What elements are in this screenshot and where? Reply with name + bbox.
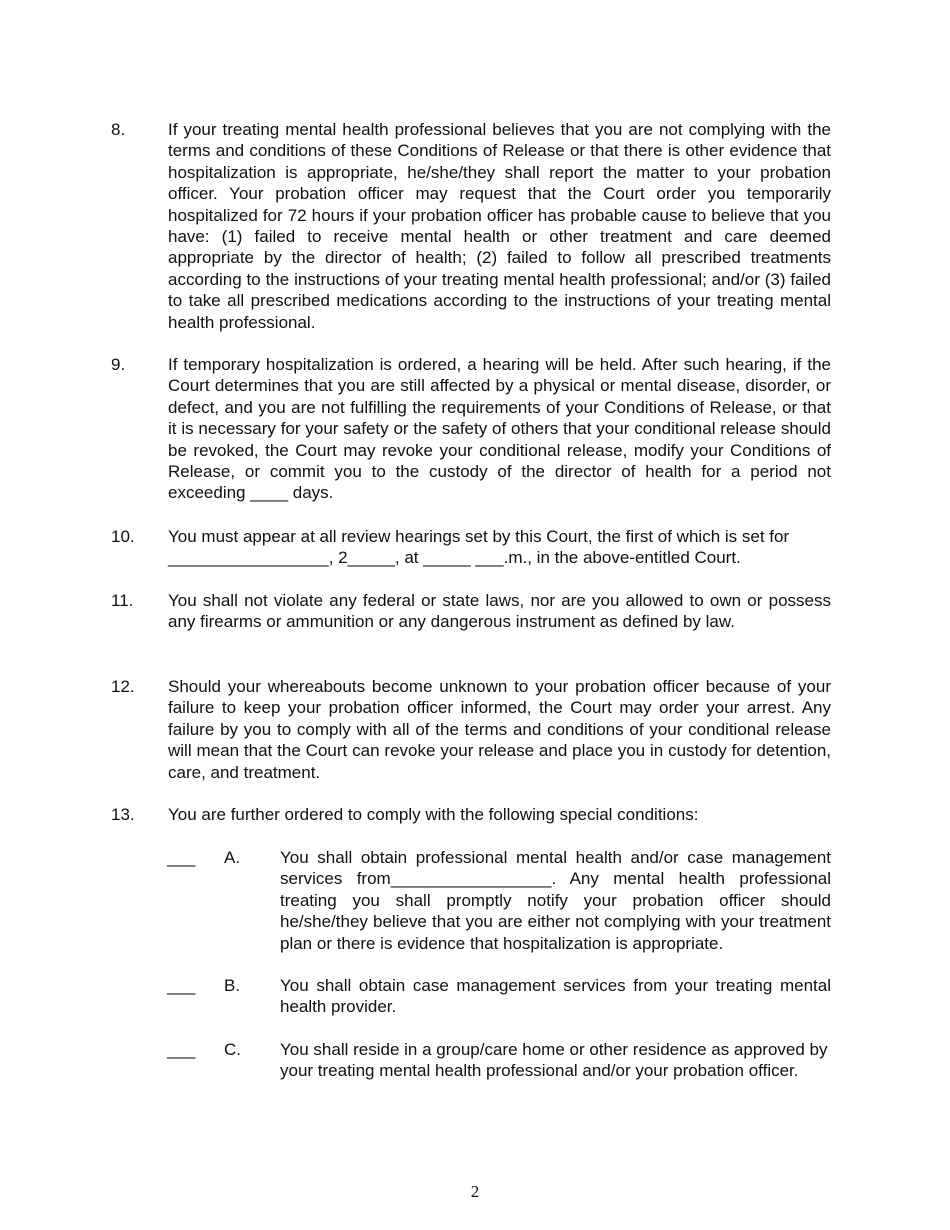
condition-item-9 — [111, 354, 831, 504]
condition-item-12 — [111, 676, 831, 783]
checkbox-blank-line: ___ — [167, 976, 196, 995]
special-condition-a — [167, 847, 831, 954]
condition-letter: B. — [224, 976, 241, 995]
item-text: You are further ordered to comply with the following special conditions: — [168, 805, 699, 824]
condition-letter: C. — [224, 1040, 241, 1059]
item-number: 11. — [111, 591, 134, 610]
condition-item-8 — [111, 119, 831, 333]
item-text-line-1: You must appear at all review hearings set by this Court, the first of which is set for — [168, 527, 790, 546]
page-number: 2 — [470, 1182, 480, 1201]
condition-text: You shall reside in a group/care home or other residence as approved by your treating mental health professional and/or your probation officer. — [280, 1040, 828, 1081]
condition-text: You shall obtain case management services from your treating mental health provider. — [280, 976, 831, 1017]
item-number: 9. — [111, 355, 126, 374]
condition-item-11 — [111, 590, 831, 633]
item-text: Should your whereabouts become unknown to your probation officer because of your failure to keep your probation officer informed, the Court may order your arrest. Any failure by you to comply with all of the terms and conditions of your conditional release will mean that the Court can revoke your release and place you in custody for detention, care, and treatment. — [168, 677, 831, 782]
condition-item-10 — [111, 526, 831, 569]
condition-text: You shall obtain professional mental health and/or case management services from_________________. Any mental health professional treating you shall promptly notify your probation officer should he/she/they believe that you are either not complying with your treatment plan or there is evidence that hospitalization is appropriate. — [280, 848, 831, 953]
item-number: 8. — [111, 120, 126, 139]
condition-item-13 — [111, 804, 831, 825]
item-text-line-2: _________________, 2_____, at _____ ___.m., in the above-entitled Court. — [168, 548, 741, 568]
item-number: 13. — [111, 805, 135, 824]
checkbox-blank-line: ___ — [167, 1040, 196, 1059]
item-number: 12. — [111, 677, 135, 696]
checkbox-blank-line: ___ — [167, 848, 196, 867]
item-text: If temporary hospitalization is ordered, a hearing will be held. After such hearing, if the Court determines that you are still affected by a physical or mental disease, disorder, or defect, and you are not fulfilling the requirements of your Conditions of Release, or that it is necessary for your safety or the safety of others that your conditional release should be revoked, the Court may revoke your conditional release, modify your Conditions of Release, or commit you to the custody of the director of health for a period not exceeding ____ days. — [168, 355, 831, 503]
item-text: You shall not violate any federal or state laws, nor are you allowed to own or possess any firearms or ammunition or any dangerous instrument as defined by law. — [168, 591, 831, 632]
special-condition-c — [167, 1039, 831, 1082]
item-text: If your treating mental health professional believes that you are not complying with the terms and conditions of these Conditions of Release or that there is other evidence that hospitalization is appropriate, he/she/they shall report the matter to your probation officer. Your probation officer may request that the Court order you temporarily hospitalized for 72 hours if your probation officer has probable cause to believe that you have: (1) failed to receive mental health or other treatment and care deemed appropriate by the director of health; (2) failed to follow all prescribed treatments according to the instructions of your treating mental health professional; and/or (3) failed to take all prescribed medications according to the instructions of your treating mental health professional. — [168, 120, 831, 332]
condition-letter: A. — [224, 848, 241, 867]
item-number: 10. — [111, 527, 135, 546]
special-condition-b — [167, 975, 831, 1018]
